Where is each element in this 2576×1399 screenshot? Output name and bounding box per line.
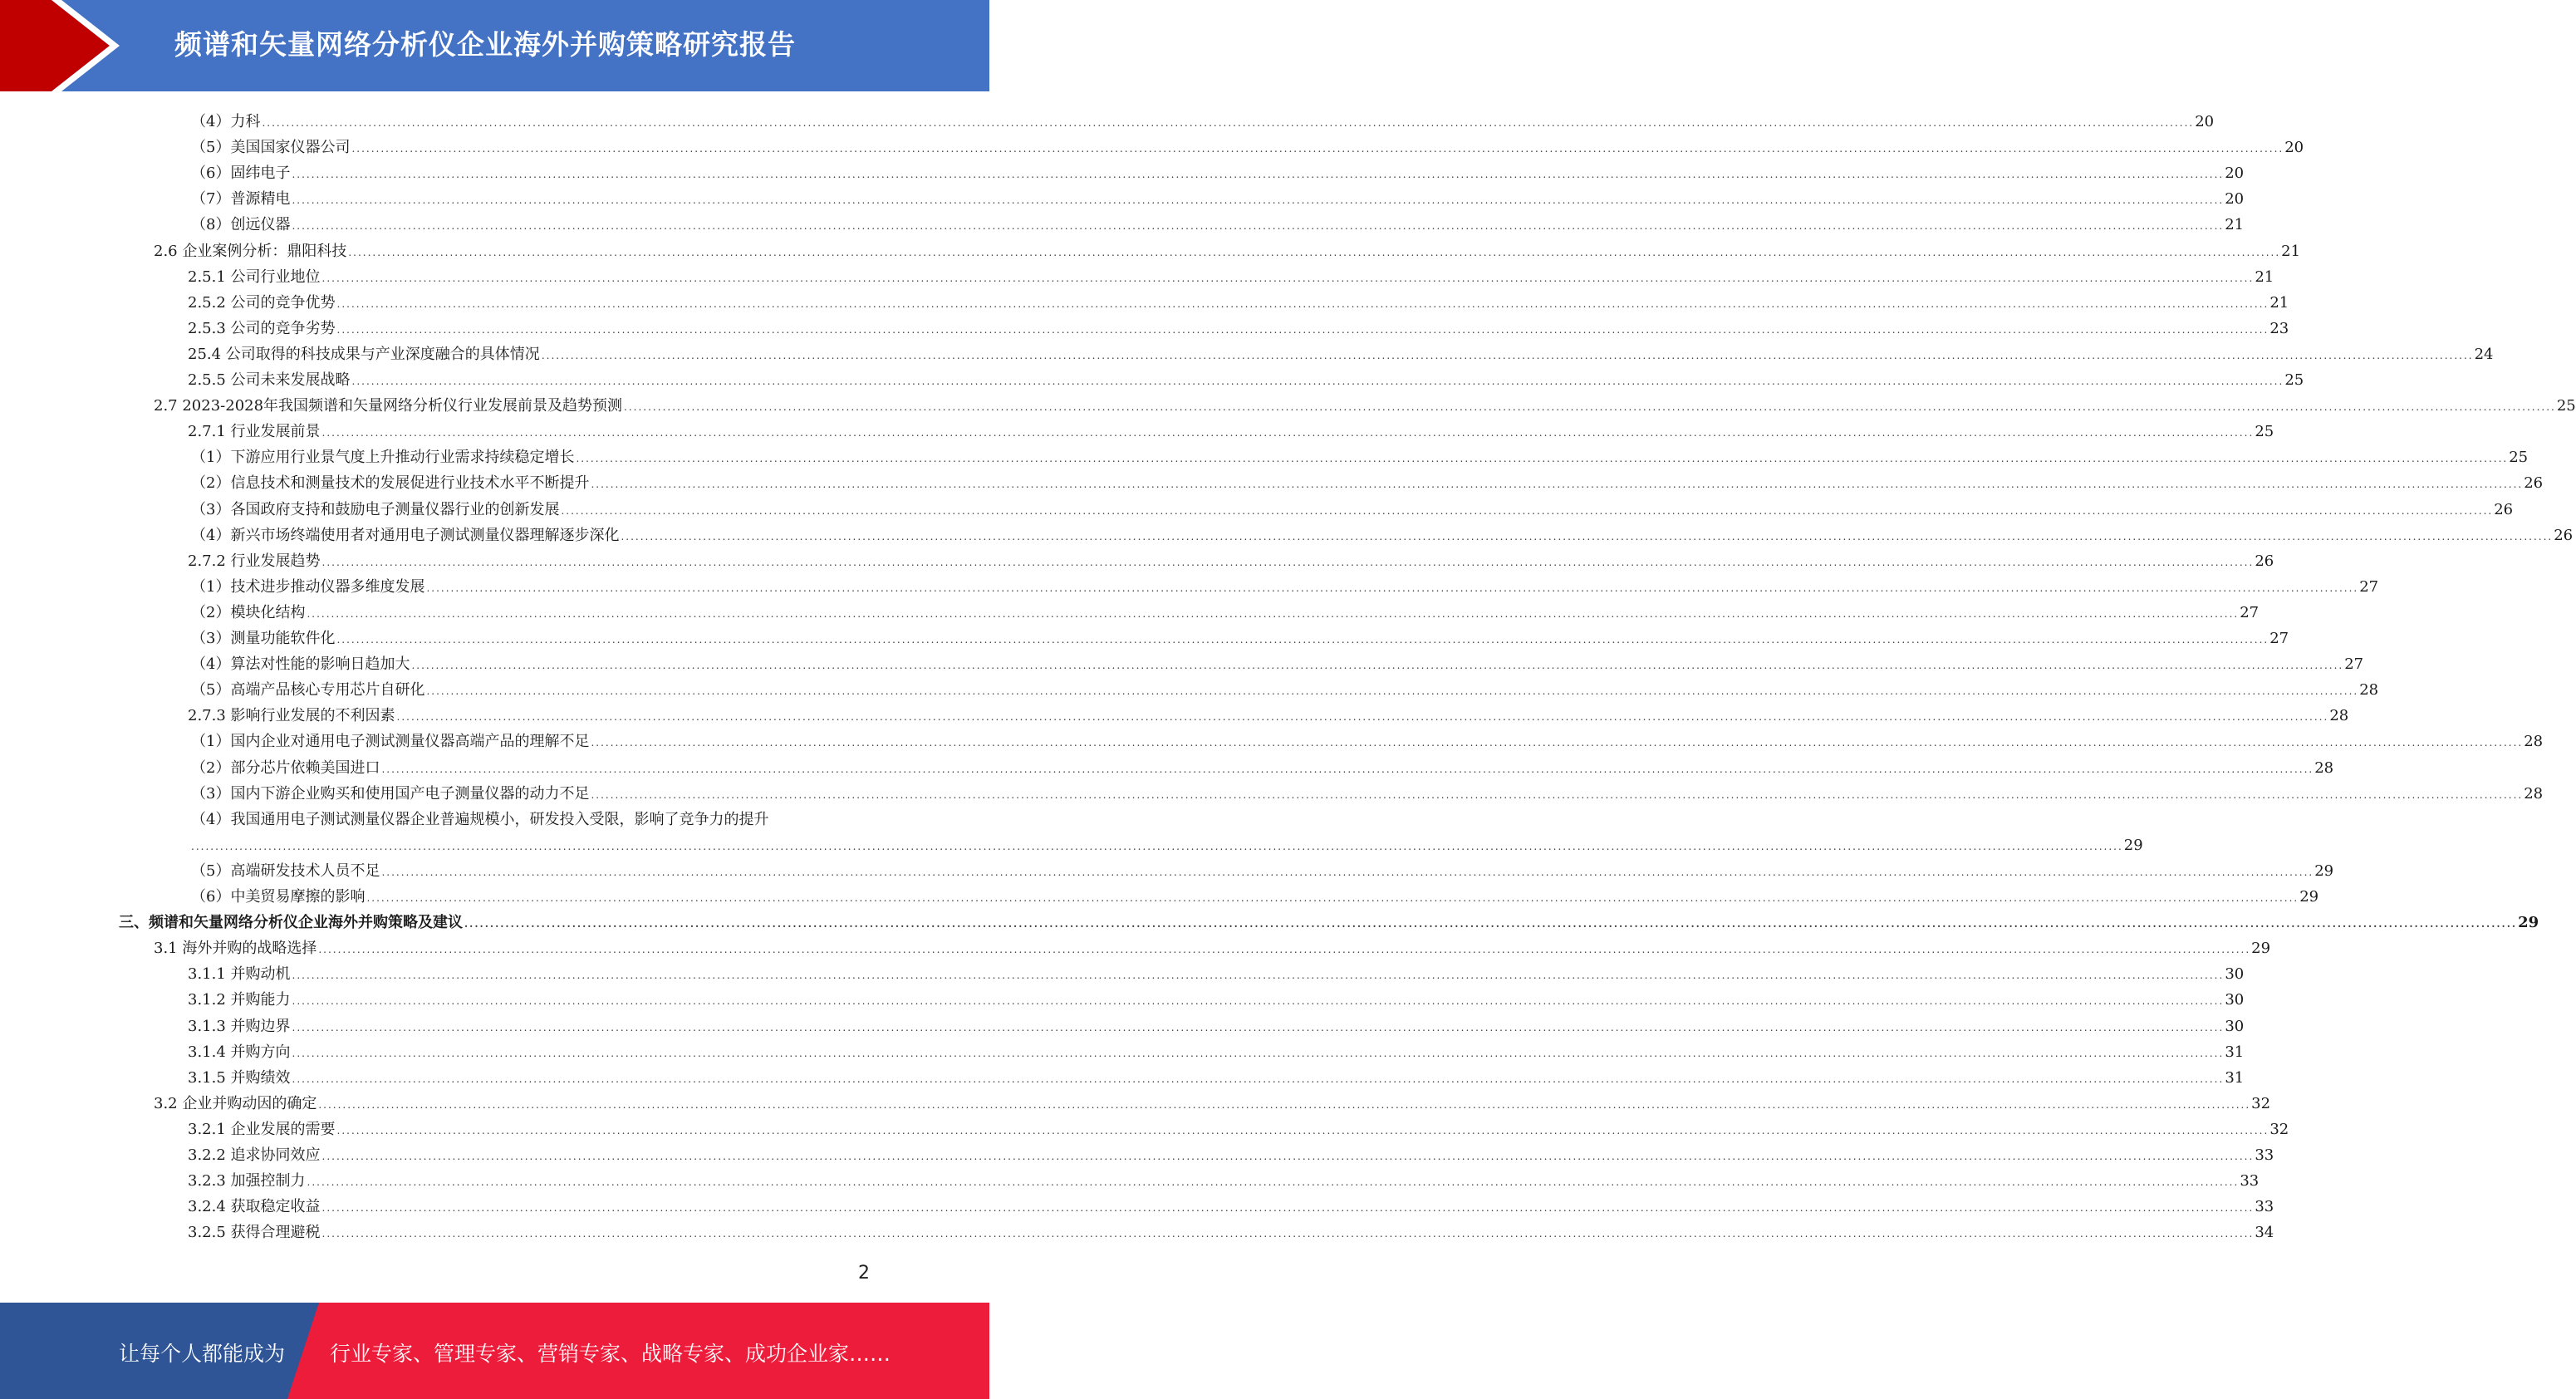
toc-entry[interactable] xyxy=(191,520,2574,546)
toc-entry[interactable] xyxy=(191,572,2379,597)
toc-entry-page: 26 xyxy=(2554,526,2574,544)
toc-entry[interactable] xyxy=(188,1037,2245,1063)
toc-entry-label: （6）中美贸易摩擦的影响 xyxy=(191,888,366,906)
toc-dot-leader: ................................................................................................................................................................................................................................................................................................................................................................................................................ xyxy=(591,479,2524,491)
toc-entry-label: 2.7.3 影响行业发展的不利因素 xyxy=(188,707,395,725)
toc-entry-label: （8）创远仪器 xyxy=(191,216,291,234)
toc-dot-leader: ................................................................................................................................................................................................................................................................................................................................................................................................................ xyxy=(307,607,2240,620)
toc-dot-leader: ................................................................................................................................................................................................................................................................................................................................................................................................................ xyxy=(381,866,2314,878)
toc-entry-page: 28 xyxy=(2359,681,2379,700)
report-title: 频谱和矢量网络分析仪企业海外并购策略研究报告 xyxy=(174,28,796,61)
toc-entry-label: （4）算法对性能的影响日趋加大 xyxy=(191,655,410,674)
toc-entry-page: 24 xyxy=(2474,345,2494,363)
toc-entry[interactable] xyxy=(188,339,2494,365)
toc-entry-label: （3）各国政府支持和鼓励电子测量仪器行业的创新发展 xyxy=(191,500,560,518)
toc-entry[interactable] xyxy=(188,700,2349,726)
toc-entry[interactable] xyxy=(191,856,2334,881)
toc-entry[interactable] xyxy=(188,287,2289,313)
report-header xyxy=(0,0,989,91)
toc-dot-leader: ................................................................................................................................................................................................................................................................................................................................................................................................................ xyxy=(396,711,2329,724)
toc-entry-page: 20 xyxy=(2195,113,2215,130)
toc-entry[interactable] xyxy=(191,184,2245,209)
toc-entry[interactable] xyxy=(191,158,2245,184)
toc-dot-leader: ................................................................................................................................................................................................................................................................................................................................................................................................................ xyxy=(292,995,2225,1008)
toc-dot-leader: ................................................................................................................................................................................................................................................................................................................................................................................................................ xyxy=(321,1151,2255,1162)
toc-entry-page: 27 xyxy=(2269,630,2289,647)
toc-entry-page: 28 xyxy=(2314,758,2334,777)
toc-entry[interactable] xyxy=(191,778,2544,804)
toc-dot-leader: ................................................................................................................................................................................................................................................................................................................................................................................................................ xyxy=(591,788,2524,801)
toc-entry-label: 2.5.2 公司的竞争优势 xyxy=(188,293,336,312)
toc-entry-label: （2）模块化结构 xyxy=(191,603,306,621)
toc-dot-leader: ................................................................................................................................................................................................................................................................................................................................................................................................................ xyxy=(351,376,2284,387)
toc-entry[interactable] xyxy=(154,390,2576,416)
toc-entry-page: 29 xyxy=(2251,940,2271,958)
toc-entry[interactable] xyxy=(191,804,871,830)
toc-entry-label: 2.5.1 公司行业地位 xyxy=(188,268,321,286)
toc-entry[interactable] xyxy=(154,933,2271,959)
footer-slogan-right: 行业专家、管理专家、营销专家、战略专家、成功企业家…… xyxy=(330,1342,891,1366)
page-number: 2 xyxy=(858,1263,870,1284)
toc-entry-page: 27 xyxy=(2359,577,2379,596)
toc-dot-leader: ................................................................................................................................................................................................................................................................................................................................................................................................................ xyxy=(591,737,2524,749)
toc-dot-leader: ................................................................................................................................................................................................................................................................................................................................................................................................................ xyxy=(348,246,2281,258)
toc-entry-label: 3.2 企业并购动因的确定 xyxy=(154,1094,317,1112)
toc-entry-page: 33 xyxy=(2240,1172,2260,1190)
toc-entry[interactable] xyxy=(191,494,2514,520)
toc-entry[interactable] xyxy=(154,1088,2271,1114)
toc-dot-leader: ................................................................................................................................................................................................................................................................................................................................................................................................................ xyxy=(262,117,2195,129)
toc-entry-label: 25.4 公司取得的科技成果与产业深度融合的具体情况 xyxy=(188,345,540,363)
toc-entry[interactable] xyxy=(188,313,2289,339)
toc-dot-leader: ................................................................................................................................................................................................................................................................................................................................................................................................................ xyxy=(411,660,2344,672)
toc-entry-label: （3）测量功能软件化 xyxy=(191,630,336,647)
toc-entry-label: （5）高端研发技术人员不足 xyxy=(191,861,380,880)
toc-entry-page: 27 xyxy=(2240,603,2260,621)
toc-dot-leader: ................................................................................................................................................................................................................................................................................................................................................................................................................ xyxy=(292,1047,2225,1059)
toc-entry-label: 2.5.5 公司未来发展战略 xyxy=(188,371,351,389)
toc-entry[interactable] xyxy=(188,959,2245,984)
toc-dot-leader: ................................................................................................................................................................................................................................................................................................................................................................................................................ xyxy=(292,169,2225,181)
toc-entry-page: 20 xyxy=(2225,164,2245,183)
toc-entry[interactable] xyxy=(188,1140,2274,1166)
toc-dot-leader: ................................................................................................................................................................................................................................................................................................................................................................................................................ xyxy=(321,1228,2255,1240)
toc-dot-leader: ................................................................................................................................................................................................................................................................................................................................................................................................................ xyxy=(336,634,2269,646)
toc-entry[interactable] xyxy=(188,416,2274,442)
toc-entry-page: 29 xyxy=(2314,861,2334,880)
toc-entry-label: 3.1.2 并购能力 xyxy=(188,991,291,1009)
toc-entry-label: （6）固纬电子 xyxy=(191,164,291,183)
toc-entry-page: 30 xyxy=(2225,991,2245,1009)
toc-entry-label: 3.1.3 并购边界 xyxy=(188,1017,291,1035)
toc-entry[interactable] xyxy=(188,1166,2260,1191)
toc-entry-label: 2.7.1 行业发展前景 xyxy=(188,423,321,441)
toc-entry-page: 29 xyxy=(2518,914,2539,932)
toc-dot-leader: ................................................................................................................................................................................................................................................................................................................................................................................................................ xyxy=(621,530,2554,542)
footer-slogan-left: 让每个人都能成为 xyxy=(119,1342,286,1366)
toc-entry[interactable] xyxy=(191,649,2364,675)
toc-entry-page: 23 xyxy=(2269,319,2289,337)
toc-entry[interactable] xyxy=(191,132,2304,158)
toc-entry-page: 32 xyxy=(2251,1094,2271,1112)
toc-entry-page: 34 xyxy=(2255,1224,2274,1242)
toc-entry[interactable] xyxy=(191,209,2245,235)
toc-dot-leader: ................................................................................................................................................................................................................................................................................................................................................................................................................ xyxy=(366,892,2299,904)
toc-entry-page: 30 xyxy=(2225,1017,2245,1035)
toc-entry[interactable] xyxy=(188,262,2274,287)
toc-entry-label: （1）下游应用行业景气度上升推动行业需求持续稳定增长 xyxy=(191,449,575,467)
toc-entry-label: （4）力科 xyxy=(191,113,261,130)
toc-dot-leader: ................................................................................................................................................................................................................................................................................................................................................................................................................ xyxy=(292,194,2225,207)
toc-entry-label: （3）国内下游企业购买和使用国产电子测量仪器的动力不足 xyxy=(191,784,590,803)
toc-entry-page: 29 xyxy=(2123,836,2143,854)
toc-entry[interactable] xyxy=(191,726,2544,752)
toc-dot-leader: ................................................................................................................................................................................................................................................................................................................................................................................................................ xyxy=(321,1202,2255,1215)
toc-dot-leader: ................................................................................................................................................................................................................................................................................................................................................................................................................ xyxy=(292,1073,2225,1085)
toc-entry[interactable] xyxy=(188,1191,2274,1217)
toc-entry-page: 28 xyxy=(2524,784,2544,803)
toc-entry[interactable] xyxy=(154,236,2301,262)
toc-entry-label: 3.1.4 并购方向 xyxy=(188,1043,291,1061)
toc-entry[interactable] xyxy=(188,365,2304,390)
toc-entry[interactable] xyxy=(188,1217,2274,1243)
toc-entry-page: 20 xyxy=(2284,139,2304,157)
toc-entry[interactable] xyxy=(188,984,2245,1010)
toc-dot-leader: ................................................................................................................................................................................................................................................................................................................................................................................................................ xyxy=(292,969,2225,982)
toc-entry[interactable] xyxy=(191,881,2319,907)
toc-dot-leader: ................................................................................................................................................................................................................................................................................................................................................................................................................ xyxy=(321,427,2255,439)
toc-entry[interactable] xyxy=(191,623,2289,649)
toc-entry-label: 3.2.3 加强控制力 xyxy=(188,1172,306,1190)
toc-entry-page: 28 xyxy=(2524,733,2544,751)
toc-entry-label: （1）国内企业对通用电子测试测量仪器高端产品的理解不足 xyxy=(191,733,590,751)
toc-dot-leader: ................................................................................................................................................................................................................................................................................................................................................................................................................ xyxy=(307,1176,2240,1189)
toc-entry[interactable] xyxy=(191,106,2215,132)
toc-entry-label: 2.6 企业案例分析：鼎阳科技 xyxy=(154,242,347,260)
toc-entry-label: 3.2.5 获得合理避税 xyxy=(188,1224,321,1242)
toc-entry[interactable] xyxy=(188,546,2274,572)
toc-entry[interactable] xyxy=(188,1063,2245,1088)
toc-entry[interactable] xyxy=(119,907,2539,933)
toc-dot-leader: ................................................................................................................................................................................................................................................................................................................................................................................................................ xyxy=(292,1021,2225,1033)
toc-entry-page: 31 xyxy=(2225,1043,2245,1061)
toc-entry-page: 27 xyxy=(2344,655,2364,674)
toc-entry-label: 2.7.2 行业发展趋势 xyxy=(188,552,321,570)
toc-entry-page: 32 xyxy=(2269,1120,2289,1138)
toc-entry-page: 29 xyxy=(2299,888,2319,906)
toc-entry-page: 21 xyxy=(2255,268,2274,286)
toc-entry-label: 3.1 海外并购的战略选择 xyxy=(154,940,317,958)
toc-dot-leader: ................................................................................................................................................................................................................................................................................................................................................................................................................ xyxy=(318,944,2251,956)
toc-dot-leader: ................................................................................................................................................................................................................................................................................................................................................................................................................ xyxy=(426,582,2359,594)
toc-entry-label: 3.2.1 企业发展的需要 xyxy=(188,1120,336,1138)
toc-entry-page: 26 xyxy=(2524,474,2544,493)
toc-entry-page: 21 xyxy=(2225,216,2245,234)
toc-entry[interactable] xyxy=(188,1011,2245,1037)
toc-entry[interactable] xyxy=(191,830,2143,856)
toc-entry[interactable] xyxy=(191,468,2544,493)
toc-dot-leader: ................................................................................................................................................................................................................................................................................................................................................................................................................ xyxy=(576,453,2509,465)
toc-entry-label: （2）部分芯片依赖美国进口 xyxy=(191,758,380,777)
toc-dot-leader: ................................................................................................................................................................................................................................................................................................................................................................................................................ xyxy=(191,840,2123,852)
toc-dot-leader: ................................................................................................................................................................................................................................................................................................................................................................................................................ xyxy=(561,504,2494,517)
header-arrow-icon xyxy=(0,0,133,91)
toc-entry-page: 21 xyxy=(2281,242,2301,260)
footer-banner xyxy=(0,1303,989,1399)
toc-dot-leader: ................................................................................................................................................................................................................................................................................................................................................................................................................ xyxy=(321,556,2255,568)
toc-entry[interactable] xyxy=(191,597,2260,623)
toc-entry[interactable] xyxy=(191,442,2529,468)
toc-dot-leader: ................................................................................................................................................................................................................................................................................................................................................................................................................ xyxy=(321,272,2255,284)
toc-dot-leader: ................................................................................................................................................................................................................................................................................................................................................................................................................ xyxy=(336,1124,2269,1136)
toc-entry-page: 26 xyxy=(2255,552,2274,570)
toc-entry-page: 21 xyxy=(2269,293,2289,312)
toc-entry-page: 25 xyxy=(2284,371,2304,389)
toc-entry-label: 3.1.5 并购绩效 xyxy=(188,1068,291,1087)
toc-entry-page: 20 xyxy=(2225,190,2245,209)
toc-entry-label: （7）普源精电 xyxy=(191,190,291,209)
toc-entry-page: 25 xyxy=(2509,449,2529,467)
toc-entry-label: （5）高端产品核心专用芯片自研化 xyxy=(191,681,425,700)
toc-entry-page: 30 xyxy=(2225,965,2245,984)
toc-entry-label: （1）技术进步推动仪器多维度发展 xyxy=(191,577,425,596)
toc-dot-leader: ................................................................................................................................................................................................................................................................................................................................................................................................................ xyxy=(541,349,2474,361)
toc-entry-page: 33 xyxy=(2255,1146,2274,1164)
toc-entry[interactable] xyxy=(191,675,2379,700)
toc-dot-leader: ................................................................................................................................................................................................................................................................................................................................................................................................................ xyxy=(292,220,2225,233)
toc-entry-label: 3.2.2 追求协同效应 xyxy=(188,1146,321,1164)
toc-entry-page: 26 xyxy=(2494,500,2514,518)
toc-entry[interactable] xyxy=(191,753,2334,778)
toc-entry-page: 25 xyxy=(2556,397,2576,415)
toc-entry-page: 33 xyxy=(2255,1198,2274,1216)
toc-entry-label: （5）美国国家仪器公司 xyxy=(191,139,351,157)
toc-dot-leader: ................................................................................................................................................................................................................................................................................................................................................................................................................ xyxy=(381,763,2314,775)
toc-dot-leader: ................................................................................................................................................................................................................................................................................................................................................................................................................ xyxy=(464,918,2518,930)
toc-dot-leader: ................................................................................................................................................................................................................................................................................................................................................................................................................ xyxy=(318,1098,2251,1111)
toc-entry-label: （4）我国通用电子测试测量仪器企业普遍规模小，研发投入受限，影响了竞争力的提升 xyxy=(191,810,769,828)
toc-dot-leader: ................................................................................................................................................................................................................................................................................................................................................................................................................ xyxy=(336,323,2269,336)
toc-entry-page: 25 xyxy=(2255,423,2274,441)
toc-dot-leader: ................................................................................................................................................................................................................................................................................................................................................................................................................ xyxy=(351,143,2284,155)
toc-entry-page: 28 xyxy=(2329,707,2349,725)
toc-entry-label: 3.1.1 并购动机 xyxy=(188,965,291,984)
toc-entry-page: 31 xyxy=(2225,1068,2245,1087)
toc-entry-label: 2.7 2023-2028年我国频谱和矢量网络分析仪行业发展前景及趋势预测 xyxy=(154,397,623,415)
toc-entry-label: （4）新兴市场终端使用者对通用电子测试测量仪器理解逐步深化 xyxy=(191,526,620,544)
toc-entry[interactable] xyxy=(188,1114,2289,1140)
toc-entry-label: 三、频谱和矢量网络分析仪企业海外并购策略及建议 xyxy=(119,914,463,932)
toc-entry-label: 2.5.3 公司的竞争劣势 xyxy=(188,319,336,337)
toc-dot-leader: ................................................................................................................................................................................................................................................................................................................................................................................................................ xyxy=(426,685,2359,698)
toc-entry-label: （2）信息技术和测量技术的发展促进行业技术水平不断提升 xyxy=(191,474,590,493)
toc-entry-label: 3.2.4 获取稳定收益 xyxy=(188,1198,321,1216)
toc-dot-leader: ................................................................................................................................................................................................................................................................................................................................................................................................................ xyxy=(624,401,2556,414)
toc-dot-leader: ................................................................................................................................................................................................................................................................................................................................................................................................................ xyxy=(336,297,2269,310)
